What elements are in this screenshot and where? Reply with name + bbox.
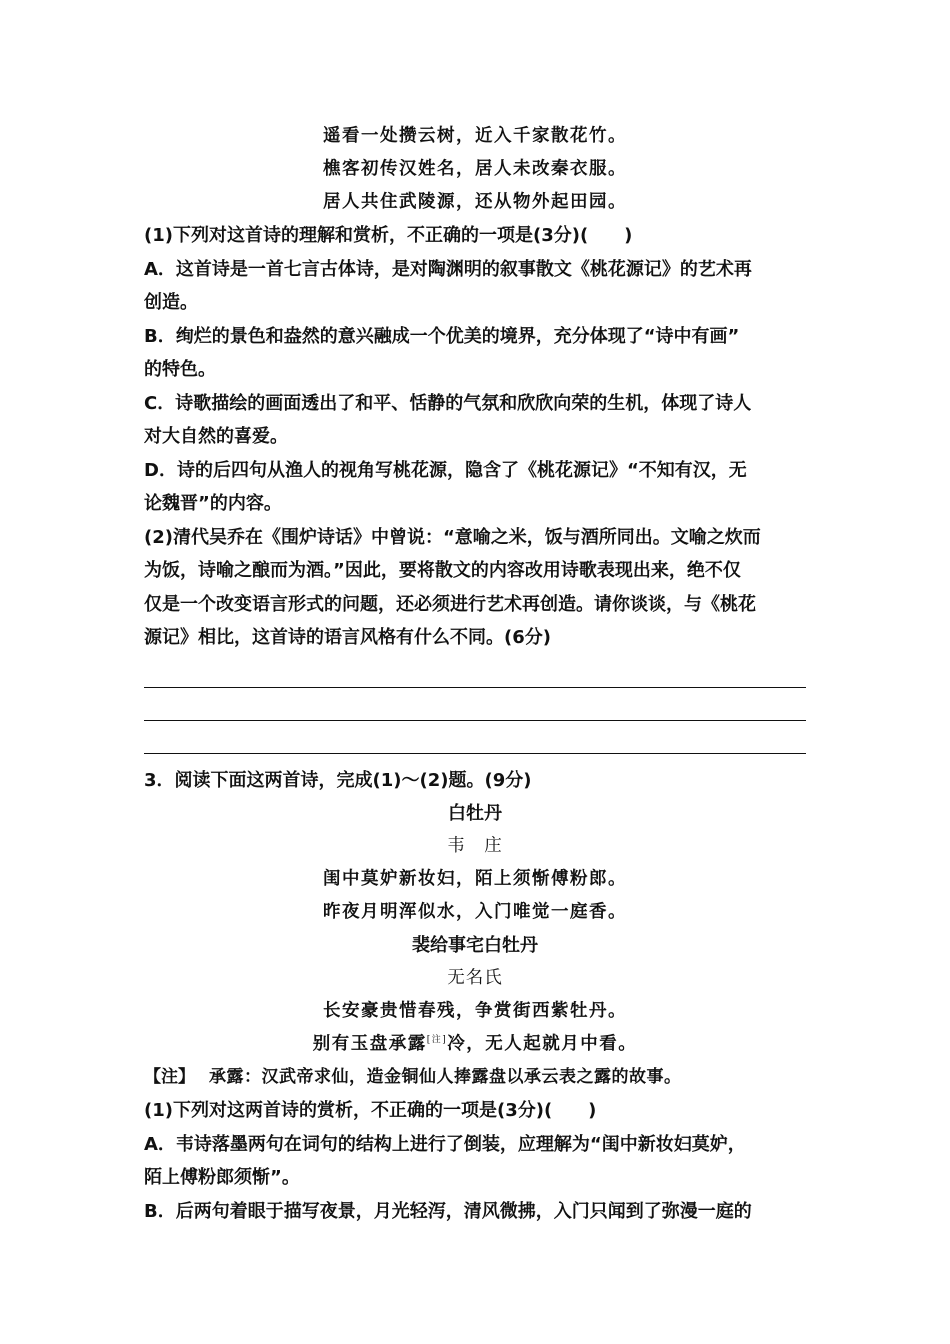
option-text: B．后两句着眼于描写夜景，月光轻泻，清风微拂，入门只闻到了弥漫一庭的 bbox=[144, 1200, 752, 1222]
poem-line bbox=[144, 1028, 806, 1061]
poem-author: 无名氏 bbox=[447, 968, 503, 988]
option-c[interactable] bbox=[144, 387, 806, 454]
stem-line: (2)清代吴乔在《围炉诗话》中曾说：“意喻之米，饭与酒所同出。文喻之炊而 bbox=[144, 526, 761, 548]
document-page bbox=[144, 120, 806, 1228]
question-stem: (1)下列对这两首诗的赏析，不正确的一项是(3分)( ) bbox=[144, 1100, 597, 1121]
note-text: 承露：汉武帝求仙，造金铜仙人捧露盘以承云表之露的故事。 bbox=[209, 1067, 682, 1087]
option-text: A．韦诗落墨两句在词句的结构上进行了倒装，应理解为“闺中新妆妇莫妒， bbox=[144, 1133, 746, 1155]
stem-line: 源记》相比，这首诗的语言风格有什么不同。(6分) bbox=[144, 627, 551, 648]
option-text: 对大自然的喜爱。 bbox=[144, 426, 288, 447]
footnote bbox=[144, 1061, 806, 1094]
option-a[interactable] bbox=[144, 253, 806, 320]
note-tag: 【注】 bbox=[144, 1067, 195, 1087]
option-a[interactable] bbox=[144, 1128, 806, 1195]
poem-line: 樵客初传汉姓名，居人未改秦衣服。 bbox=[323, 159, 627, 179]
question-stem: 3．阅读下面这两首诗，完成(1)～(2)题。(9分) bbox=[144, 769, 532, 791]
answer-line[interactable] bbox=[144, 721, 806, 754]
footnote-marker: [注] bbox=[426, 1035, 448, 1046]
poem-line: 遥看一处攒云树，近入千家散花竹。 bbox=[323, 126, 627, 146]
option-text: 创造。 bbox=[144, 292, 198, 313]
option-b[interactable] bbox=[144, 320, 806, 387]
option-text: B．绚烂的景色和盎然的意兴融成一个优美的境界，充分体现了“诗中有画” bbox=[144, 325, 740, 347]
stem-line: 为饭，诗喻之酿而为酒。”因此，要将散文的内容改用诗歌表现出来，绝不仅 bbox=[144, 560, 741, 581]
option-text: 论魏晋”的内容。 bbox=[144, 493, 282, 514]
question-stem bbox=[144, 521, 806, 655]
question-stem: (1)下列对这首诗的理解和赏析，不正确的一项是(3分)( ) bbox=[144, 225, 633, 246]
stem-line: 仅是一个改变语言形式的问题，还必须进行艺术再创造。请你谈谈，与《桃花 bbox=[144, 593, 756, 615]
option-text: C．诗歌描绘的画面透出了和平、恬静的气氛和欣欣向荣的生机，体现了诗人 bbox=[144, 392, 752, 414]
option-text: D．诗的后四句从渔人的视角写桃花源，隐含了《桃花源记》“不知有汉，无 bbox=[144, 459, 747, 481]
poem-title: 白牡丹 bbox=[448, 803, 502, 824]
answer-line[interactable] bbox=[144, 655, 806, 688]
option-b[interactable] bbox=[144, 1195, 806, 1229]
poem-line: 居人共住武陵源，还从物外起田园。 bbox=[323, 192, 627, 212]
option-text: 的特色。 bbox=[144, 359, 216, 380]
answer-line[interactable] bbox=[144, 688, 806, 721]
option-text: A．这首诗是一首七言古体诗，是对陶渊明的叙事散文《桃花源记》的艺术再 bbox=[144, 258, 752, 280]
poem-line: 昨夜月明浑似水，入门唯觉一庭香。 bbox=[323, 902, 627, 922]
poem-line: 闺中莫妒新妆妇，陌上须惭傅粉郎。 bbox=[323, 869, 627, 889]
poem-author: 韦 庄 bbox=[447, 836, 503, 856]
option-text: 陌上傅粉郎须惭”。 bbox=[144, 1167, 300, 1188]
poem-text: 冷，无人起就月中看。 bbox=[447, 1034, 638, 1054]
poem-line: 长安豪贵惜春残，争赏街西紫牡丹。 bbox=[323, 1001, 627, 1021]
poem-text: 别有玉盘承露 bbox=[312, 1034, 427, 1054]
poem-title: 裴给事宅白牡丹 bbox=[412, 935, 538, 956]
option-d[interactable] bbox=[144, 454, 806, 521]
